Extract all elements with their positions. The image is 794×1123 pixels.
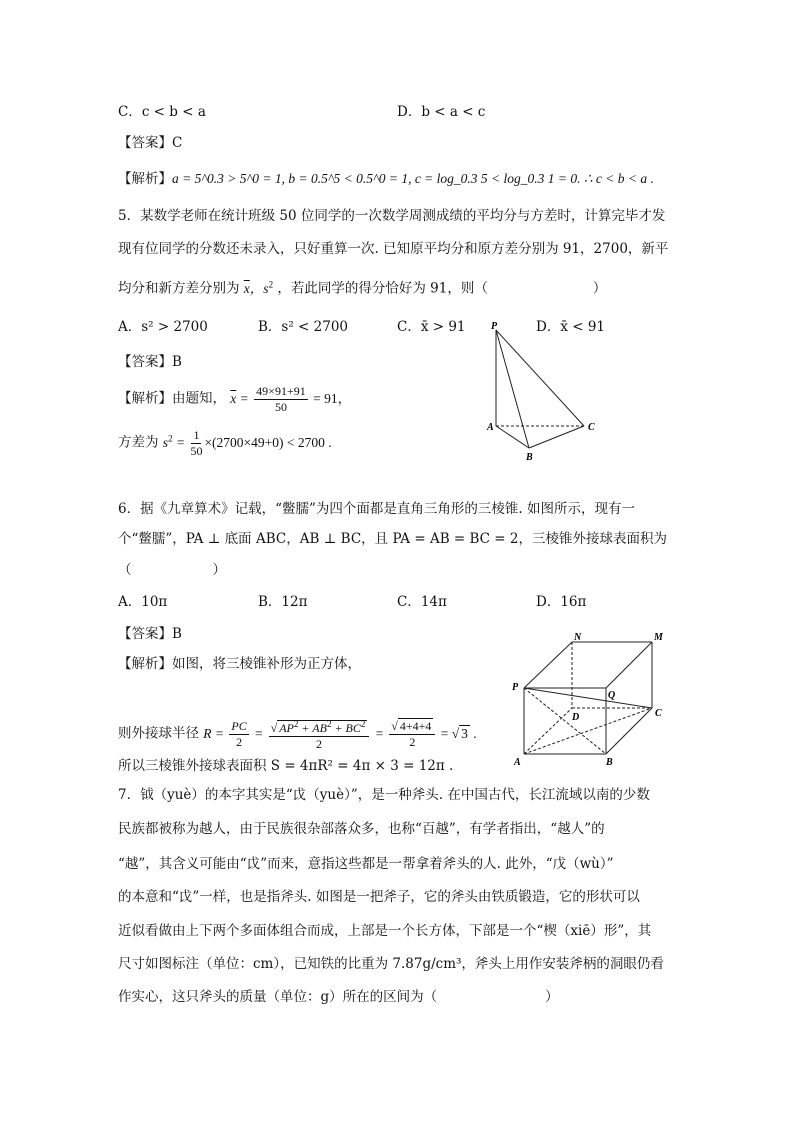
q6-option-b: B．12π xyxy=(258,594,308,610)
answer-value: B xyxy=(172,626,182,642)
q6-answer xyxy=(118,625,182,643)
q5-answer xyxy=(118,353,182,371)
label-C: C xyxy=(655,708,662,719)
q6-stem-line-3: （ ） xyxy=(118,562,226,578)
q7-line-4: 的本意和“戉”一样，也是指斧头. 如图是一把斧子，它的斧头由铁质锻造，它的形状可以 xyxy=(118,889,640,905)
q6-radius-formula: R = $\frac{PC}{2}$ = $\frac{√ AP^2 + AB^2 + BC^2}{2}$ = $\frac{√ 4+4+4}{2}$ = √ 3 . xyxy=(203,719,477,751)
analysis-text: 如图，将三棱锥补形为正方体， xyxy=(172,656,361,672)
label-Q: Q xyxy=(608,690,616,701)
q5-stem-line-1: 5．某数学老师在统计班级 50 位同学的一次数学周测成绩的平均分与方差时，计算完毕才发 xyxy=(118,208,666,224)
answer-label: 【答案】 xyxy=(118,135,172,151)
q7-line-7 xyxy=(118,988,559,1006)
q4-option-d: D．b < a < c xyxy=(397,104,486,120)
q6-option-a: A．10π xyxy=(118,594,168,610)
analysis-text: 方差为 xyxy=(118,434,159,451)
q5-stem-line-3 xyxy=(118,275,606,298)
q6-option-c: C．14π xyxy=(397,594,447,610)
q7-line-7-close: ） xyxy=(545,989,559,1005)
answer-value: C xyxy=(172,135,183,151)
q6-analysis-line-2 xyxy=(118,717,477,752)
q7-line-2: 民族都被称为越人，由于民族很杂部落众多，也称“百越”，有学者指出，“越人”的 xyxy=(118,821,605,837)
analysis-label: 【解析】 xyxy=(118,171,172,187)
q6-stem-line-2: 个“鳖臑”，PA ⊥ 底面 ABC，AB ⊥ BC，且 PA = AB = BC = 2，三棱锥外接球表面积为 xyxy=(118,531,667,547)
analysis-label: 【解析】 xyxy=(118,390,172,407)
analysis-text: 则外接球半径 xyxy=(118,725,199,742)
answer-label: 【答案】 xyxy=(118,626,172,642)
q6-option-d: D．16π xyxy=(536,594,587,610)
q7-line-3: “越”，其含义可能由“戉”而来，意指这些都是一帮拿着斧头的人. 此外，“戊（wù）” xyxy=(118,856,614,872)
q5-analysis-line-2 xyxy=(118,428,332,459)
label-M: M xyxy=(654,632,663,643)
q5-analysis-line-1 xyxy=(118,384,351,415)
q5-stem-line-2: 现有位同学的分数还未录入，只好重算一次. 已知原平均分和原方差分别为 91，2700，新平 xyxy=(118,241,669,257)
answer-value: B xyxy=(172,354,182,370)
q4-analysis-formula: a = 5^0.3 > 5^0 = 1, b = 0.5^5 < 0.5^0 = 1, c = log_0.3 5 < log_0.3 1 = 0. ∴ c < b < a . xyxy=(172,171,654,186)
q7-line-1: 7．钺（yuè）的本字其实是“戉（yuè）”，是一种斧头. 在中国古代，长江流域以南的少数 xyxy=(118,787,650,803)
q6-analysis-line-3: 所以三棱锥外接球表面积 S = 4πR² = 4π × 3 = 12π . xyxy=(118,758,454,774)
label-B: B xyxy=(526,452,533,462)
mean-variance-symbols: $\overline{x}$，$s^2$ xyxy=(243,279,274,296)
q5-pyramid-figure xyxy=(484,320,604,462)
q5-stem-text-2: ，若此同学的得分恰好为 91，则（ xyxy=(277,280,488,297)
q4-option-c: C．c < b < a xyxy=(118,104,206,120)
q5-option-c: C．x̄ > 91 xyxy=(397,319,466,335)
label-P: P xyxy=(512,682,519,693)
q5-option-b: B．s² < 2700 xyxy=(258,319,349,335)
analysis-label: 【解析】 xyxy=(118,656,172,672)
q5-stem-text: 均分和新方差分别为 xyxy=(118,280,240,297)
label-C: C xyxy=(588,422,595,433)
q5-option-d: D．x̄ < 91 xyxy=(536,319,606,335)
q6-cube-figure xyxy=(506,628,676,770)
label-P: P xyxy=(491,321,498,332)
q5-option-a: A．s² > 2700 xyxy=(118,319,208,335)
label-B: B xyxy=(606,757,613,768)
q6-analysis-line-1 xyxy=(118,655,361,673)
q4-answer xyxy=(118,134,182,152)
label-N: N xyxy=(574,632,582,643)
q7-line-7-text: 作实心，这只斧头的质量（单位：g）所在的区间为（ xyxy=(118,989,438,1005)
label-A: A xyxy=(487,422,494,433)
label-D: D xyxy=(572,712,580,723)
analysis-text: 由题知， xyxy=(172,390,226,407)
q4-analysis xyxy=(118,170,654,188)
label-A: A xyxy=(514,757,521,768)
q7-line-5: 近似看做由上下两个多面体组合而成，上部是一个长方体，下部是一个“楔（xiē）形”，其 xyxy=(118,923,652,939)
q7-line-6: 尺寸如图标注（单位：cm），已知铁的比重为 7.87g/cm³，斧头上用作安装斧柄的洞眼仍看 xyxy=(118,956,664,972)
q5-stem-close: ） xyxy=(592,280,607,297)
q5-mean-formula: $\overline{x}$ = $\frac{49\times 91+91}{50}$ = 91， xyxy=(230,384,352,414)
answer-label: 【答案】 xyxy=(118,354,172,370)
q6-stem-line-1: 6．据《九章算术》记载，“鳖臑”为四个面都是直角三角形的三棱锥. 如图所示，现有一 xyxy=(118,501,635,517)
q5-variance-formula: $s^2$ = $\frac{1}{50}$ ×(2700×49+0) < 2700 . xyxy=(162,428,332,458)
